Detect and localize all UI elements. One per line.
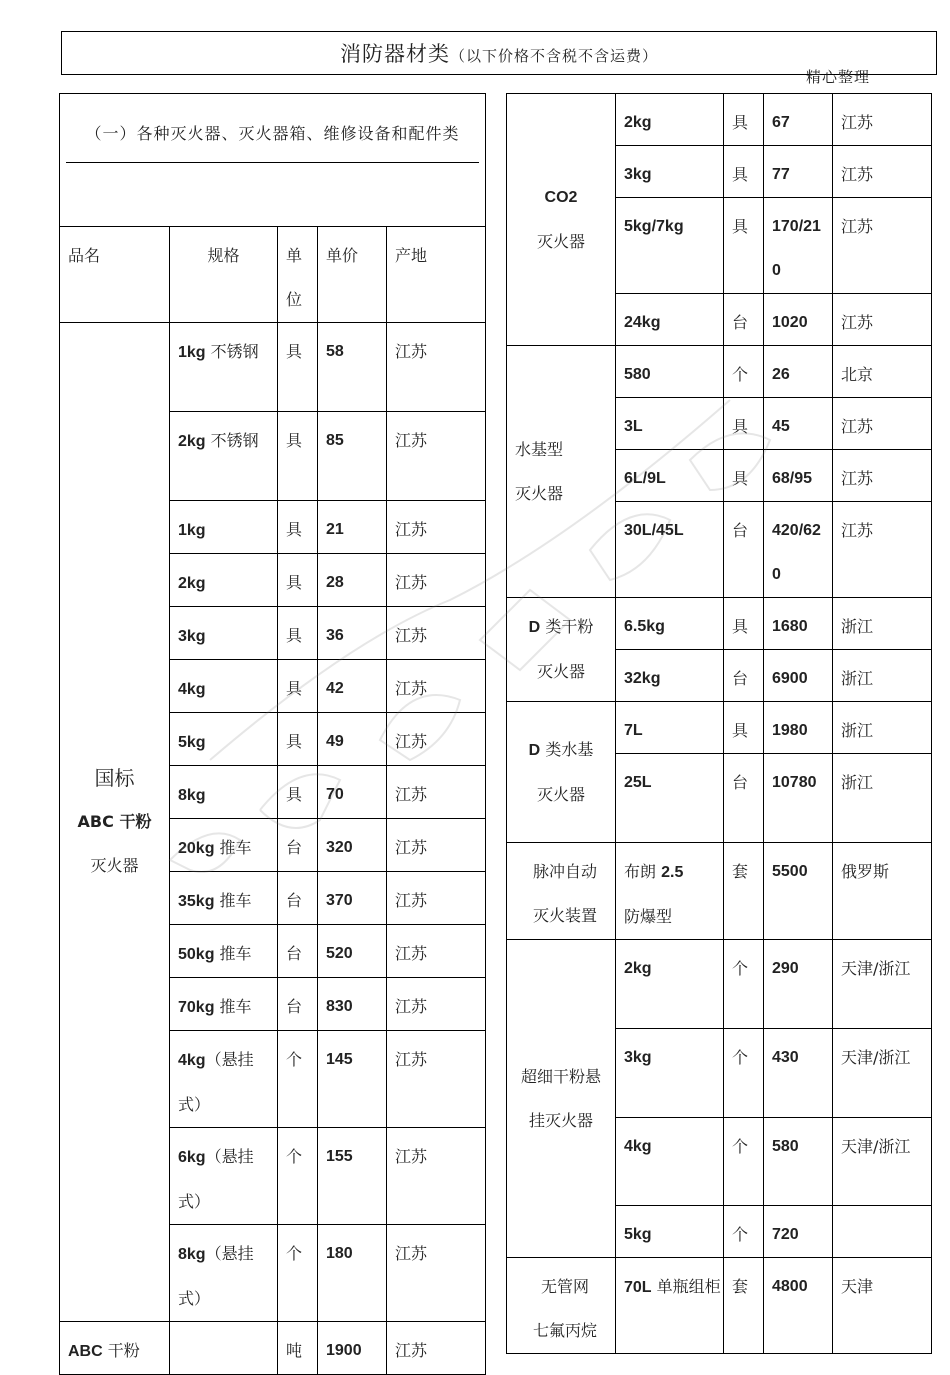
price-cell: 145 (318, 1031, 387, 1128)
origin-cell: 江苏 (387, 412, 486, 501)
spec-bold: 4kg (178, 681, 206, 698)
spec-cell (170, 412, 278, 501)
unit-cell: 具 (278, 660, 318, 713)
spec-cell: 5kg (616, 1206, 724, 1258)
origin-cell: 浙江 (833, 754, 932, 843)
spec-bold: 8kg (178, 787, 206, 804)
unit-cell: 套 (724, 843, 764, 940)
spec-cell: 3L (616, 398, 724, 450)
unit-cell: 台 (724, 294, 764, 346)
origin-cell: 江苏 (387, 872, 486, 925)
spec-text: （悬挂式） (178, 1244, 254, 1308)
product-name-line2 (64, 800, 165, 844)
page-title: 消防器材类 (339, 42, 450, 66)
price-cell: 5500 (764, 843, 833, 940)
unit-cell: 个 (278, 1031, 318, 1128)
product-name-cell (60, 1322, 170, 1375)
unit-cell: 台 (278, 872, 318, 925)
unit-cell: 具 (724, 198, 764, 294)
price-cell: 320 (318, 819, 387, 872)
origin-cell: 江苏 (387, 1225, 486, 1322)
spec-bold: 70kg (178, 999, 215, 1016)
spec-bold: 2kg (178, 575, 206, 592)
spec-cell: 6L/9L (616, 450, 724, 502)
origin-cell: 江苏 (387, 607, 486, 660)
origin-cell: 江苏 (833, 94, 932, 146)
product-name-line2: 灭火器 (536, 231, 585, 251)
spec-bold: 50kg (178, 946, 215, 963)
origin-cell: 浙江 (833, 650, 932, 702)
header-spec: 规格 (170, 227, 278, 323)
spec-cell (170, 1322, 278, 1375)
spec-text: （悬挂式） (178, 1147, 254, 1211)
spec-cell: 3kg (616, 146, 724, 198)
spec-text: 推车 (214, 838, 252, 857)
spec-bold: 5kg (178, 734, 206, 751)
unit-cell: 套 (724, 1258, 764, 1354)
table-row (507, 843, 932, 940)
price-cell: 85 (318, 412, 387, 501)
spec-bold: 2kg (178, 433, 206, 450)
price-cell: 10780 (764, 754, 833, 843)
price-cell: 720 (764, 1206, 833, 1258)
section-rule (66, 162, 479, 163)
price-cell: 45 (764, 398, 833, 450)
product-name-cell (507, 843, 616, 940)
price-cell: 70 (318, 766, 387, 819)
spec-cell: 6.5kg (616, 598, 724, 650)
unit-cell: 个 (278, 1128, 318, 1225)
price-cell: 830 (318, 978, 387, 1031)
price-cell: 1020 (764, 294, 833, 346)
right-price-table (506, 93, 932, 1354)
header-price: 单价 (318, 227, 387, 323)
price-cell: 1980 (764, 702, 833, 754)
origin-cell: 江苏 (387, 925, 486, 978)
spec-cell: 30L/45L (616, 502, 724, 598)
spec-cell: 7L (616, 702, 724, 754)
product-name-cell (507, 94, 616, 346)
spec-cell (170, 925, 278, 978)
origin-cell: 江苏 (387, 1128, 486, 1225)
header-row (60, 227, 486, 323)
unit-cell: 具 (278, 713, 318, 766)
price-cell: 170/210 (764, 198, 833, 294)
product-name-line1 (511, 728, 611, 773)
price-cell: 68/95 (764, 450, 833, 502)
left-price-table (59, 93, 486, 1375)
product-name-text: 类干粉 (540, 617, 594, 636)
unit-cell: 个 (724, 1118, 764, 1206)
origin-cell: 江苏 (387, 819, 486, 872)
table-row (507, 346, 932, 398)
unit-cell: 具 (278, 554, 318, 607)
section-title-cell (60, 94, 486, 227)
product-name: 超细干粉悬挂灭火器 (520, 1066, 601, 1130)
price-cell: 77 (764, 146, 833, 198)
spec-cell (170, 501, 278, 554)
spec-text: 不锈钢 (205, 342, 259, 361)
table-row (507, 1258, 932, 1354)
unit-cell: 个 (724, 940, 764, 1029)
origin-cell: 江苏 (387, 1031, 486, 1128)
origin-cell: 江苏 (833, 450, 932, 502)
unit-cell: 个 (724, 1206, 764, 1258)
spec-cell: 32kg (616, 650, 724, 702)
spec-cell: 2kg (616, 94, 724, 146)
price-cell: 26 (764, 346, 833, 398)
spec-bold: 70L (624, 1279, 652, 1296)
unit-cell: 台 (724, 650, 764, 702)
spec-bold: 35kg (178, 893, 215, 910)
spec-cell (170, 607, 278, 660)
subtitle: 精心整理 (806, 68, 871, 86)
spec-cell: 4kg (616, 1118, 724, 1206)
product-name-line1: 国标 (94, 766, 135, 790)
spec-cell (170, 1225, 278, 1322)
origin-cell: 江苏 (387, 713, 486, 766)
unit-cell: 个 (724, 346, 764, 398)
page-title-note: （以下价格不含税不含运费） (449, 47, 658, 65)
origin-cell: 江苏 (833, 146, 932, 198)
table-row (507, 598, 932, 650)
spec-cell: 2kg (616, 940, 724, 1029)
spec-cell (170, 1128, 278, 1225)
origin-cell: 江苏 (833, 294, 932, 346)
product-name-line2: 灭火装置 (532, 906, 597, 925)
product-name-line1: 脉冲自动 (532, 862, 597, 881)
price-cell: 6900 (764, 650, 833, 702)
origin-cell: 江苏 (387, 1322, 486, 1375)
origin-cell: 江苏 (833, 502, 932, 598)
spec-text: 推车 (214, 944, 252, 963)
spec-line1 (624, 850, 723, 895)
price-cell: 1680 (764, 598, 833, 650)
table-row (507, 940, 932, 1029)
spec-cell (170, 1031, 278, 1128)
origin-cell: 江苏 (387, 978, 486, 1031)
origin-cell: 浙江 (833, 702, 932, 754)
product-name-line1 (511, 605, 611, 650)
price-cell: 58 (318, 323, 387, 412)
price-cell: 180 (318, 1225, 387, 1322)
spec-cell (170, 819, 278, 872)
price-cell: 21 (318, 501, 387, 554)
product-name-bold: ABC (68, 1343, 103, 1360)
origin-cell: 江苏 (833, 398, 932, 450)
spec-bold: 3kg (178, 628, 206, 645)
price-cell: 1900 (318, 1322, 387, 1375)
spec-bold: 6kg (178, 1149, 206, 1166)
spec-text: 推车 (214, 997, 252, 1016)
unit-cell: 具 (724, 146, 764, 198)
unit-cell: 具 (278, 607, 318, 660)
origin-cell: 天津/浙江 (833, 1118, 932, 1206)
origin-cell: 江苏 (833, 198, 932, 294)
origin-cell: 俄罗斯 (833, 843, 932, 940)
price-cell: 67 (764, 94, 833, 146)
product-name-cell (507, 702, 616, 843)
table-row (507, 702, 932, 754)
header-unit: 单位 (278, 227, 318, 323)
origin-cell: 天津/浙江 (833, 1029, 932, 1118)
unit-cell: 吨 (278, 1322, 318, 1375)
product-name-bold: D (528, 619, 541, 636)
product-name-cell (60, 323, 170, 1322)
table-row (60, 323, 486, 412)
spec-bold: 2.5 (661, 864, 684, 881)
product-name-line1: CO2 (544, 188, 578, 206)
origin-cell: 江苏 (387, 660, 486, 713)
product-name-line2: 灭火器 (515, 483, 564, 503)
product-name-line3: 灭火器 (90, 856, 139, 875)
product-name-text: 类水基 (540, 739, 594, 759)
unit-cell: 个 (278, 1225, 318, 1322)
spec-cell (170, 872, 278, 925)
unit-cell: 具 (278, 412, 318, 501)
spec-bold: 20kg (178, 840, 215, 857)
unit-cell: 具 (724, 94, 764, 146)
unit-cell: 台 (278, 978, 318, 1031)
spec-cell (170, 713, 278, 766)
table-row (507, 94, 932, 146)
product-name-cell (507, 346, 616, 598)
spec-cell (170, 660, 278, 713)
product-name-line1: 水基型 (515, 439, 564, 459)
price-cell: 36 (318, 607, 387, 660)
unit-cell: 个 (724, 1029, 764, 1118)
unit-cell: 具 (724, 450, 764, 502)
origin-cell: 浙江 (833, 598, 932, 650)
origin-cell: 江苏 (387, 323, 486, 412)
origin-cell (833, 1206, 932, 1258)
unit-cell: 具 (278, 501, 318, 554)
price-cell: 430 (764, 1029, 833, 1118)
price-cell: 370 (318, 872, 387, 925)
spec-cell (616, 843, 724, 940)
section-title: （一）各种灭火器、灭火器箱、维修设备和配件类 (85, 124, 460, 143)
header-origin: 产地 (387, 227, 486, 323)
product-name-bold: ABC 干粉 (77, 812, 152, 831)
spec-bold: 1kg (178, 522, 206, 539)
unit-cell: 具 (724, 598, 764, 650)
price-cell: 580 (764, 1118, 833, 1206)
spec-bold: 8kg (178, 1246, 206, 1263)
origin-cell: 天津 (833, 1258, 932, 1354)
product-name-line2: 灭火器 (536, 784, 585, 804)
product-name-cell (507, 940, 616, 1258)
product-name-line2: 七氟丙烷 (532, 1321, 597, 1340)
spec-text: 单瓶组柜 (651, 1277, 721, 1296)
origin-cell: 天津/浙江 (833, 940, 932, 1029)
table-row (60, 1322, 486, 1375)
price-cell: 420/620 (764, 502, 833, 598)
unit-cell: 具 (724, 398, 764, 450)
product-name-bold: D (528, 741, 541, 759)
product-name-text: 干粉 (102, 1341, 140, 1360)
price-cell: 155 (318, 1128, 387, 1225)
product-name-line2: 灭火器 (536, 662, 585, 681)
origin-cell: 江苏 (387, 501, 486, 554)
spec-cell: 25L (616, 754, 724, 843)
price-cell: 49 (318, 713, 387, 766)
unit-cell: 台 (724, 754, 764, 843)
unit-cell: 台 (278, 819, 318, 872)
spec-bold: 1kg (178, 344, 206, 361)
product-name-line1: 无管网 (540, 1277, 589, 1296)
spec-text: 布朗 (624, 862, 662, 881)
spec-cell: 580 (616, 346, 724, 398)
spec-text: 推车 (214, 891, 252, 910)
spec-cell (170, 554, 278, 607)
price-cell: 520 (318, 925, 387, 978)
origin-cell: 江苏 (387, 554, 486, 607)
price-cell: 28 (318, 554, 387, 607)
spec-text: 不锈钢 (205, 431, 259, 450)
origin-cell: 北京 (833, 346, 932, 398)
spec-cell: 24kg (616, 294, 724, 346)
spec-text: （悬挂式） (178, 1050, 254, 1114)
unit-cell: 具 (278, 323, 318, 412)
price-cell: 4800 (764, 1258, 833, 1354)
spec-cell (616, 1258, 724, 1354)
unit-cell: 台 (278, 925, 318, 978)
spec-bold: 4kg (178, 1052, 206, 1069)
spec-line2: 防爆型 (624, 907, 673, 926)
product-name-cell (507, 598, 616, 702)
product-name-cell (507, 1258, 616, 1354)
price-cell: 290 (764, 940, 833, 1029)
spec-cell: 5kg/7kg (616, 198, 724, 294)
unit-cell: 台 (724, 502, 764, 598)
origin-cell: 江苏 (387, 766, 486, 819)
spec-cell (170, 323, 278, 412)
unit-cell: 具 (278, 766, 318, 819)
spec-cell: 3kg (616, 1029, 724, 1118)
header-name: 品名 (60, 227, 170, 323)
spec-cell (170, 766, 278, 819)
unit-cell: 具 (724, 702, 764, 754)
price-cell: 42 (318, 660, 387, 713)
spec-cell (170, 978, 278, 1031)
